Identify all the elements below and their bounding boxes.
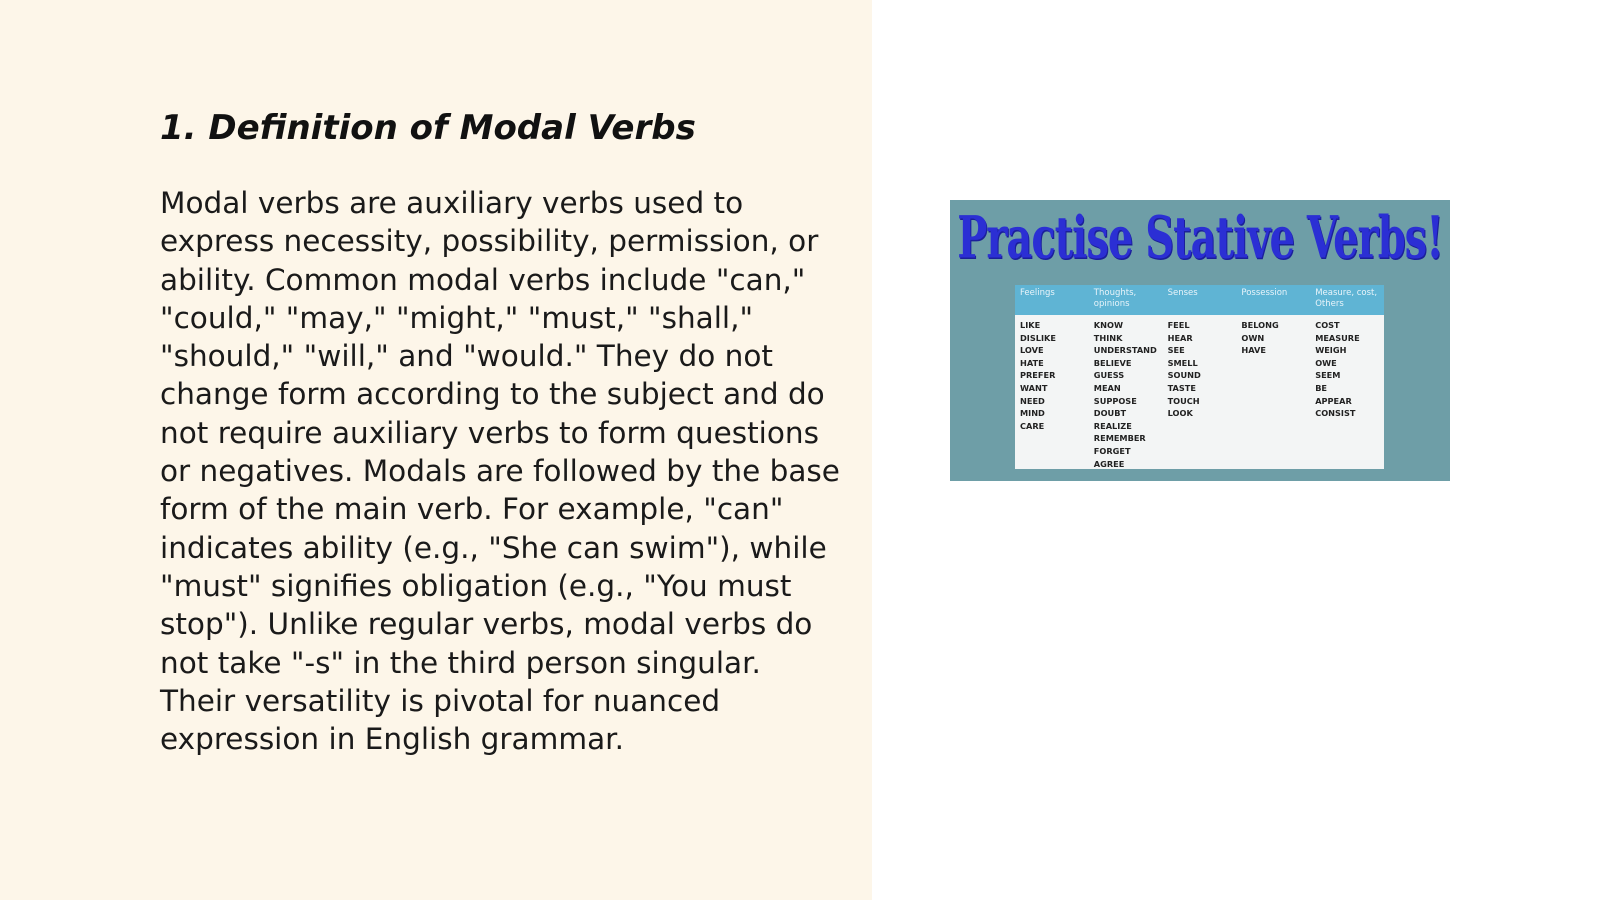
verb-word: MEASURE [1315, 332, 1360, 343]
slide-heading: 1. Definition of Modal Verbs [160, 108, 696, 148]
verb-word: REMEMBER [1093, 433, 1146, 444]
verb-word: REALIZE [1093, 420, 1132, 431]
verb-word: BELIEVE [1093, 357, 1132, 368]
verb-word: TASTE [1167, 382, 1196, 393]
column-header: Possession [1236, 285, 1310, 315]
column-word-list [1015, 315, 1089, 432]
verb-word: PREFER [1020, 370, 1056, 381]
verb-word: OWN [1241, 332, 1265, 343]
verb-word: LOVE [1020, 345, 1044, 356]
verb-word: TOUCH [1167, 395, 1200, 406]
verb-word: DOUBT [1093, 408, 1127, 419]
verb-word: WANT [1020, 382, 1048, 393]
verb-word: FORGET [1093, 445, 1131, 456]
verb-word: APPEAR [1315, 395, 1352, 406]
stative-verbs-image [950, 200, 1450, 481]
verb-word: FEEL [1167, 320, 1190, 330]
table-column [1236, 285, 1310, 469]
verb-word: GUESS [1093, 370, 1125, 381]
image-title: Practise Stative Verbs! [957, 204, 1443, 273]
column-header: Feelings [1015, 285, 1089, 315]
verbs-table [1015, 285, 1384, 469]
verb-word: DISLIKE [1020, 332, 1056, 343]
verb-word: MIND [1020, 408, 1045, 419]
table-column [1163, 285, 1237, 469]
verb-word: LIKE [1020, 320, 1041, 330]
verb-word: CARE [1020, 420, 1045, 431]
verb-word: HEAR [1167, 332, 1193, 343]
verb-word: BELONG [1241, 320, 1279, 330]
table-column [1310, 285, 1384, 469]
verb-word: UNDERSTAND [1093, 345, 1157, 356]
verb-word: SMELL [1167, 357, 1198, 368]
verb-word: BE [1315, 382, 1328, 393]
column-word-list [1310, 315, 1384, 420]
verb-word: LOOK [1167, 408, 1193, 419]
verb-word: COST [1315, 320, 1340, 330]
column-header: Senses [1163, 285, 1237, 315]
column-word-list [1089, 315, 1163, 470]
table-column [1089, 285, 1163, 469]
verb-word: WEIGH [1315, 345, 1347, 356]
verb-word: KNOW [1093, 320, 1123, 330]
verb-word: SOUND [1167, 370, 1201, 381]
verb-word: SEE [1167, 345, 1185, 356]
column-header: Measure, cost, Others [1310, 285, 1384, 315]
column-word-list [1236, 315, 1310, 357]
verb-word: HATE [1020, 357, 1044, 368]
verb-word: HAVE [1241, 345, 1266, 356]
verb-word: MEAN [1093, 382, 1121, 393]
column-word-list [1163, 315, 1237, 420]
verb-word: OWE [1315, 357, 1337, 368]
table-column [1015, 285, 1089, 469]
verb-word: THINK [1093, 332, 1123, 343]
verb-word: CONSIST [1315, 408, 1356, 419]
verb-word: AGREE [1093, 458, 1125, 469]
slide-body-text: Modal verbs are auxiliary verbs used to express necessity, possibility, permission, or ability. Common modal verbs include "can," "could," "may," "might," "must," "shall," "should," "will," and "would." They do not change form according to the subject and do not require auxiliary verbs to form questions or negatives. Modals are followed by the base form of the main verb. For example, "can" indicates ability (e.g., "She can swim"), while "must" signifies obligation (e.g., "You must stop"). Unlike regular verbs, modal verbs do not take "-s" in the third person singular. Their versatility is pivotal for nuanced expression in English grammar. [160, 186, 840, 757]
column-header: Thoughts, opinions [1089, 285, 1163, 315]
verb-word: NEED [1020, 395, 1045, 406]
verb-word: SUPPOSE [1093, 395, 1137, 406]
verb-word: SEEM [1315, 370, 1341, 381]
